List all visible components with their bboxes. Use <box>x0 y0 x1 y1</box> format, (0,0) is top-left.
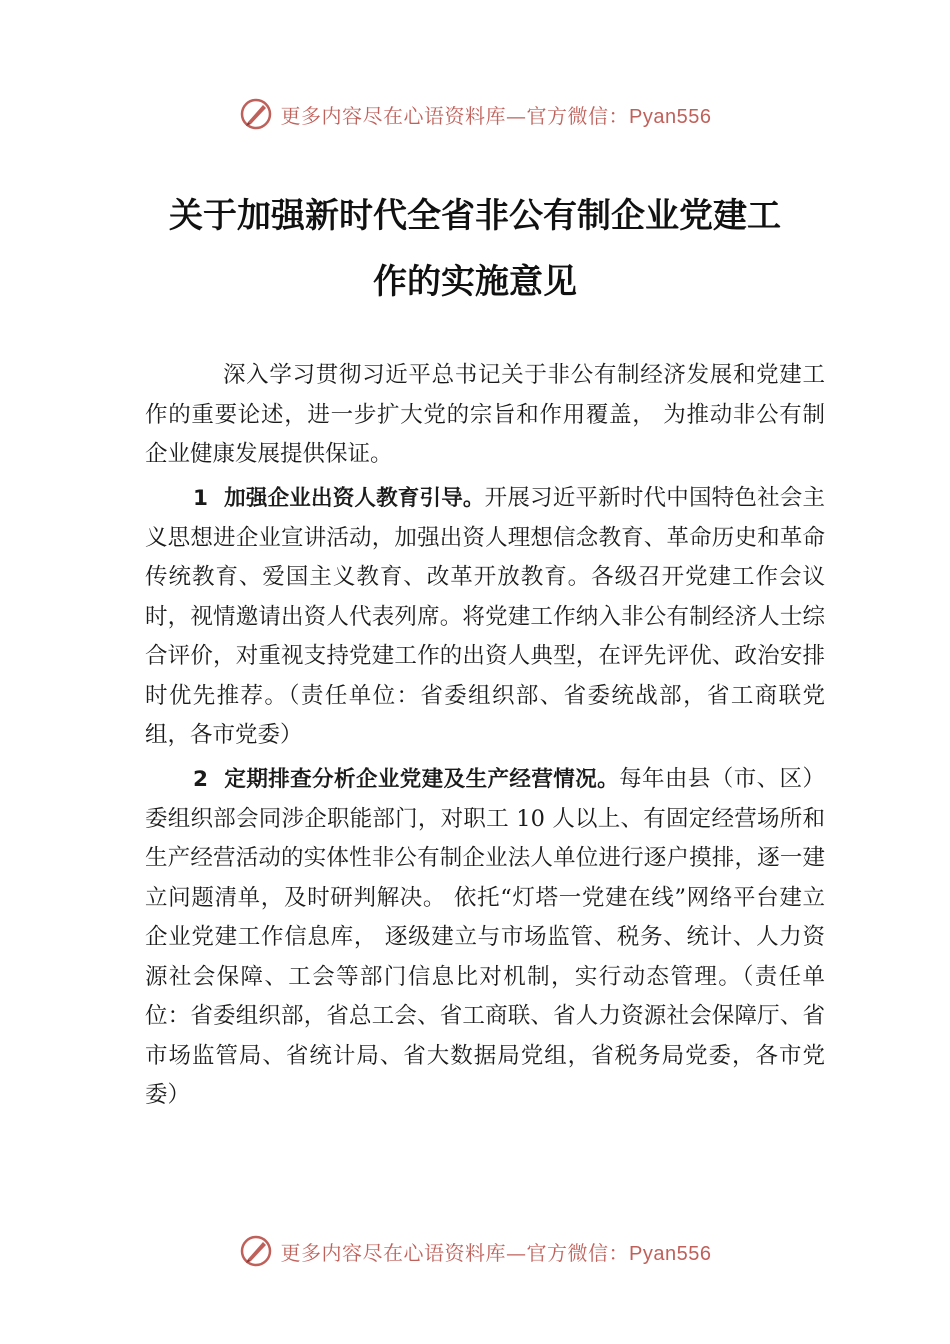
section-paragraph <box>145 479 825 756</box>
quill-pen-logo-icon <box>239 97 273 131</box>
watermark-footer <box>0 1229 950 1273</box>
section-heading: 加强企业出资人教育引导。 <box>223 486 485 511</box>
watermark-header <box>0 92 950 136</box>
watermark-text: 更多内容尽在心语资料库—官方微信：Pyan556 <box>280 1240 712 1265</box>
section-number: 1 <box>193 486 208 511</box>
document-title-line-2: 作的实施意见 <box>373 262 577 302</box>
watermark-text: 更多内容尽在心语资料库—官方微信：Pyan556 <box>280 103 712 128</box>
section-body: 开展习近平新时代中国特色社会主义思想进企业宣讲活动，加强出资人理想信念教育、革命历史和革命传统教育、爱国主义教育、改革开放教育。各级召开党建工作会议时，视情邀请出资人代表列席。将党建工作纳入非公有制经济人士综合评价，对重视支持党建工作的出资人典型，在评先评优、政治安排时优先推荐。（责任单位：省委组织部、省委统战部，省工商联党组，各市党委） <box>145 485 825 748</box>
section-heading: 定期排查分析企业党建及生产经营情况。 <box>223 767 620 792</box>
document-title-line-1: 关于加强新时代全省非公有制企业党建工 <box>169 196 781 236</box>
section-body: 每年由县（市、区）委组织部会同涉企职能部门，对职工 10 人以上、有固定经营场所和生产经营活动的实体性非公有制企业法人单位进行逐户摸排，逐一建立问题清单，及时研判解决。 依托“灯塔一党建在线”网络平台建立企业党建工作信息库， 逐级建立与市场监管、税务、统计、人力资源社会保障、工会等部门信息比对机制，实行动态管理。（责任单位：省委组织部，省总工会、省工商联、省人力资源社会保障厅、省市场监管局、省统计局、省大数据局党组，省税务局党委，各市党委） <box>145 766 825 1108</box>
intro-paragraph: 深入学习贯彻习近平总书记关于非公有制经济发展和党建工作的重要论述，进一步扩大党的宗旨和作用覆盖， 为推动非公有制企业健康发展提供保证。 <box>145 362 825 467</box>
quill-pen-logo-icon <box>239 1234 273 1268</box>
section-paragraph <box>145 760 825 1116</box>
wechat-id: Pyan556 <box>629 1242 712 1265</box>
section-number: 2 <box>193 767 208 792</box>
wechat-id: Pyan556 <box>629 105 712 128</box>
